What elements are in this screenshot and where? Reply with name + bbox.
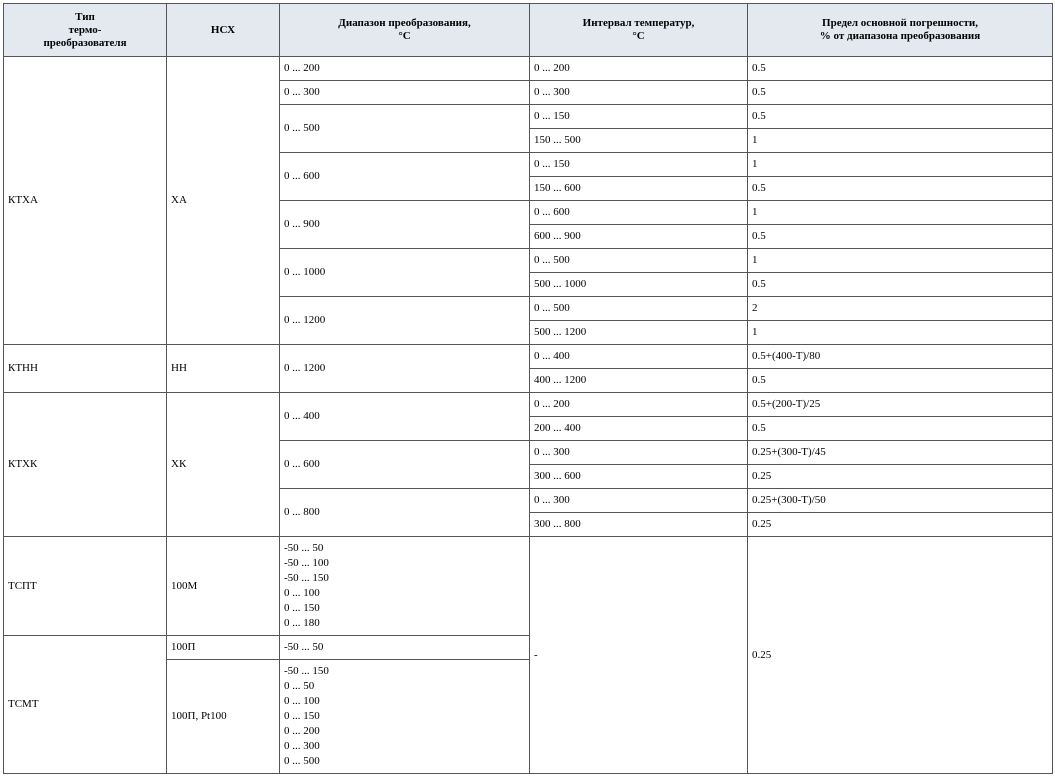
error-cell: 0.5 (748, 105, 1053, 129)
interval-cell: 0 ... 300 (530, 441, 748, 465)
interval-cell: 400 ... 1200 (530, 369, 748, 393)
error-cell: 1 (748, 129, 1053, 153)
interval-cell: 0 ... 500 (530, 249, 748, 273)
interval-cell: 500 ... 1200 (530, 321, 748, 345)
interval-cell: 200 ... 400 (530, 417, 748, 441)
header-type: Тип термо- преобразователя (4, 4, 167, 57)
interval-cell: 0 ... 200 (530, 393, 748, 417)
interval-cell: - (530, 537, 748, 774)
header-row (4, 4, 1053, 57)
type-cell: КТХК (4, 393, 167, 537)
error-cell: 1 (748, 201, 1053, 225)
error-cell: 0.5 (748, 225, 1053, 249)
error-cell: 0.25 (748, 513, 1053, 537)
interval-cell: 150 ... 600 (530, 177, 748, 201)
type-cell: КТНН (4, 345, 167, 393)
interval-cell: 0 ... 300 (530, 81, 748, 105)
interval-cell: 0 ... 150 (530, 105, 748, 129)
range-cell: 0 ... 900 (280, 201, 530, 249)
header-nsx: НСХ (167, 4, 280, 57)
error-cell: 1 (748, 153, 1053, 177)
interval-cell: 0 ... 300 (530, 489, 748, 513)
error-cell: 0.5 (748, 369, 1053, 393)
error-cell: 0.5 (748, 177, 1053, 201)
interval-cell: 0 ... 150 (530, 153, 748, 177)
nsx-cell: ХК (167, 393, 280, 537)
range-cell: 0 ... 300 (280, 81, 530, 105)
interval-cell: 300 ... 600 (530, 465, 748, 489)
error-cell: 1 (748, 249, 1053, 273)
type-cell: КТХА (4, 57, 167, 345)
table-row (4, 393, 1053, 417)
error-cell: 0.5 (748, 417, 1053, 441)
range-cell: 0 ... 200 (280, 57, 530, 81)
interval-cell: 300 ... 800 (530, 513, 748, 537)
thermo-converter-table (3, 3, 1053, 774)
interval-cell: 150 ... 500 (530, 129, 748, 153)
interval-cell: 0 ... 600 (530, 201, 748, 225)
nsx-cell: НН (167, 345, 280, 393)
header-interval: Интервал температур, °С (530, 4, 748, 57)
error-cell: 0.5+(400-T)/80 (748, 345, 1053, 369)
nsx-cell: ХА (167, 57, 280, 345)
interval-cell: 0 ... 400 (530, 345, 748, 369)
table-row (4, 57, 1053, 81)
range-cell: -50 ... 50 (280, 636, 530, 660)
header-range: Диапазон преобразования, °С (280, 4, 530, 57)
error-cell: 0.5 (748, 57, 1053, 81)
range-cell: 0 ... 1200 (280, 345, 530, 393)
range-cell: 0 ... 1000 (280, 249, 530, 297)
interval-cell: 0 ... 200 (530, 57, 748, 81)
error-cell: 0.25 (748, 537, 1053, 774)
error-cell: 0.5 (748, 81, 1053, 105)
interval-cell: 600 ... 900 (530, 225, 748, 249)
range-cell: -50 ... 50 -50 ... 100 -50 ... 150 0 ... 100 0 ... 150 0 ... 180 (280, 537, 530, 636)
type-cell: ТСПТ (4, 537, 167, 636)
range-cell: -50 ... 150 0 ... 50 0 ... 100 0 ... 150 0 ... 200 0 ... 300 0 ... 500 (280, 660, 530, 774)
nsx-cell: 100П, Pt100 (167, 660, 280, 774)
range-cell: 0 ... 400 (280, 393, 530, 441)
range-cell: 0 ... 600 (280, 153, 530, 201)
interval-cell: 0 ... 500 (530, 297, 748, 321)
error-cell: 0.5+(200-T)/25 (748, 393, 1053, 417)
interval-cell: 500 ... 1000 (530, 273, 748, 297)
range-cell: 0 ... 500 (280, 105, 530, 153)
nsx-cell: 100П (167, 636, 280, 660)
error-cell: 2 (748, 297, 1053, 321)
error-cell: 1 (748, 321, 1053, 345)
table-row (4, 537, 1053, 636)
range-cell: 0 ... 800 (280, 489, 530, 537)
error-cell: 0.5 (748, 273, 1053, 297)
header-error: Предел основной погрешности, % от диапазона преобразования (748, 4, 1053, 57)
nsx-cell: 100М (167, 537, 280, 636)
table-row (4, 345, 1053, 369)
range-cell: 0 ... 1200 (280, 297, 530, 345)
error-cell: 0.25+(300-T)/45 (748, 441, 1053, 465)
error-cell: 0.25+(300-T)/50 (748, 489, 1053, 513)
type-cell: ТСМТ (4, 636, 167, 774)
range-cell: 0 ... 600 (280, 441, 530, 489)
error-cell: 0.25 (748, 465, 1053, 489)
